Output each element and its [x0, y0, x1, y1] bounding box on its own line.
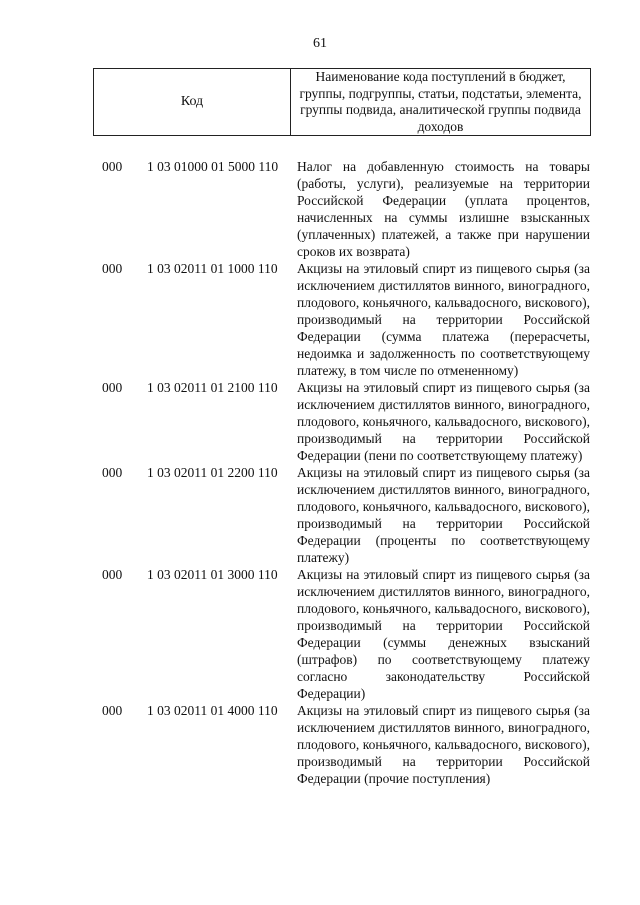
income-name-cell: Акцизы на этиловый спирт из пищевого сырья (за исключением дистиллятов винного, виноградного, плодового, коньячного, кальвадосного, вискового), производимый на территории Российской Федерации (суммы денежных взысканий (штрафов) по соответствующему платежу согласно законодательству Российской Федерации)	[297, 567, 590, 701]
table-row	[0, 158, 640, 260]
table-row	[0, 566, 640, 702]
income-code-cell: 1 03 02011 01 3000 110	[147, 567, 278, 582]
income-name-cell: Акцизы на этиловый спирт из пищевого сырья (за исключением дистиллятов винного, виноградного, плодового, коньячного, кальвадосного, вискового), производимый на территории Российской Федерации (прочие поступления)	[297, 703, 590, 786]
table-row	[0, 260, 640, 379]
header-code-cell: Код	[94, 69, 291, 135]
admin-code-cell: 000	[102, 380, 123, 395]
admin-code-cell: 000	[102, 465, 123, 480]
admin-code-cell: 000	[102, 261, 123, 276]
income-name-cell: Акцизы на этиловый спирт из пищевого сырья (за исключением дистиллятов винного, виноградного, плодового, коньячного, кальвадосного, вискового), производимый на территории Российской Федерации (пени по соответствующему платежу)	[297, 380, 590, 463]
admin-code-cell: 000	[102, 703, 123, 718]
admin-code-cell: 000	[102, 159, 123, 174]
table-header	[93, 68, 591, 136]
income-name-cell: Налог на добавленную стоимость на товары (работы, услуги), реализуемые на территории Российской Федерации (уплата процентов, начисленных на суммы излишне взысканных (уплаченных) платежей, а также при нарушении сроков их возврата)	[297, 159, 590, 259]
income-name-cell: Акцизы на этиловый спирт из пищевого сырья (за исключением дистиллятов винного, виноградного, плодового, коньячного, кальвадосного, вискового), производимый на территории Российской Федерации (проценты по соответствующему платежу)	[297, 465, 590, 565]
admin-code-cell: 000	[102, 567, 123, 582]
income-code-cell: 1 03 02011 01 4000 110	[147, 703, 278, 718]
table-row	[0, 379, 640, 464]
header-name-cell: Наименование кода поступлений в бюджет, группы, подгруппы, статьи, подстатьи, элемента, группы подвида, аналитической группы подвида доходов	[299, 69, 582, 134]
income-code-cell: 1 03 02011 01 1000 110	[147, 261, 278, 276]
income-code-cell: 1 03 02011 01 2200 110	[147, 465, 278, 480]
table-body	[0, 158, 640, 787]
table-row	[0, 464, 640, 566]
page-number: 61	[313, 36, 327, 51]
table-row	[0, 702, 640, 787]
income-name-cell: Акцизы на этиловый спирт из пищевого сырья (за исключением дистиллятов винного, виноградного, плодового, коньячного, кальвадосного, вискового), производимый на территории Российской Федерации (сумма платежа (перерасчеты, недоимка и задолженность по соответствующему платежу, в том числе по отмененному)	[297, 261, 590, 378]
income-code-cell: 1 03 02011 01 2100 110	[147, 380, 278, 395]
income-code-cell: 1 03 01000 01 5000 110	[147, 159, 279, 174]
